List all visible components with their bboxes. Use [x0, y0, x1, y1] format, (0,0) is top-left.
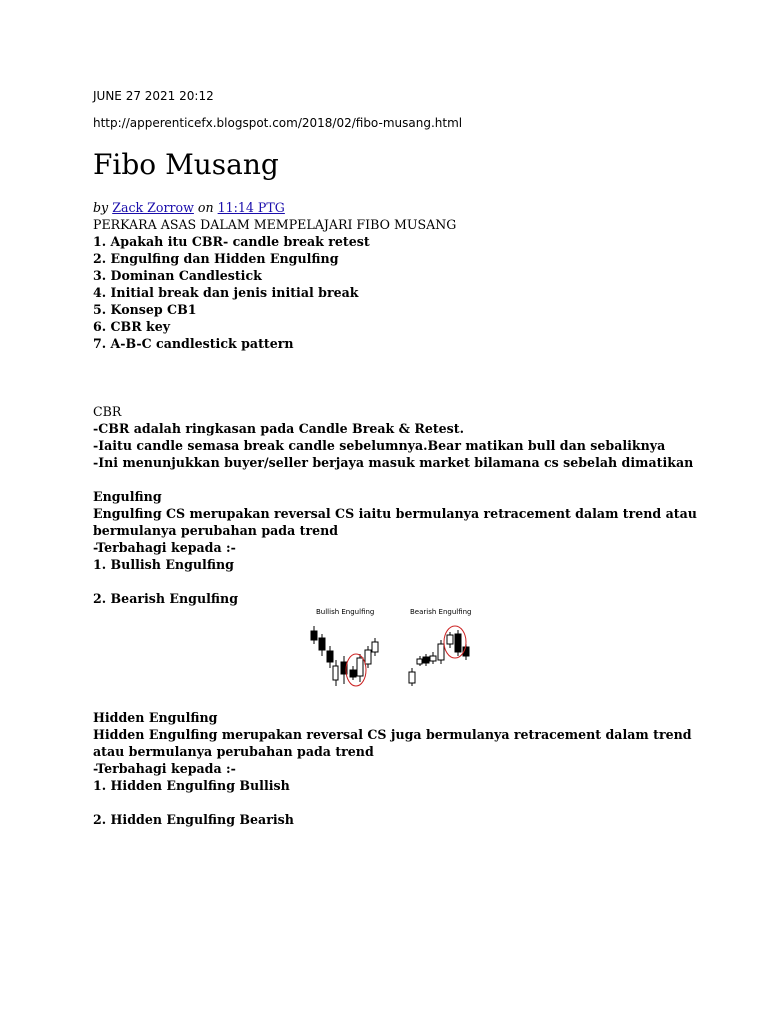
intro-item: 2. Engulfing dan Hidden Engulfing	[93, 251, 339, 266]
cbr-line: -CBR adalah ringkasan pada Candle Break & Retest.	[93, 421, 464, 436]
bullish-candles	[311, 626, 378, 686]
hidden-desc: Hidden Engulfing merupakan reversal CS juga bermulanya retracement dalam trend	[93, 727, 692, 742]
engulfing-sub: -Terbahagi kepada :-	[93, 540, 236, 555]
hidden-desc: atau bermulanya perubahan pada trend	[93, 744, 374, 759]
engulfing-item-bearish: 2. Bearish Engulfing	[93, 591, 239, 606]
intro-heading: PERKARA ASAS DALAM MEMPELAJARI FIBO MUSANG	[93, 217, 457, 232]
hidden-item-bearish: 2. Hidden Engulfing Bearish	[93, 812, 294, 827]
engulfing-pattern-figure	[300, 604, 480, 690]
engulfing-desc: Engulfing CS merupakan reversal CS iaitu bermulanya retracement dalam trend atau	[93, 506, 697, 521]
intro-item: 6. CBR key	[93, 319, 171, 334]
post-body	[93, 199, 697, 828]
author-link[interactable]: Zack Zorrow	[112, 200, 194, 215]
byline	[93, 199, 693, 216]
intro-item: 4. Initial break dan jenis initial break	[93, 285, 359, 300]
cbr-line: -Iaitu candle semasa break candle sebelumnya.Bear matikan bull dan sebaliknya	[93, 438, 666, 453]
hidden-item-bullish: 1. Hidden Engulfing Bullish	[93, 778, 290, 793]
print-date: JUNE 27 2021 20:12	[93, 89, 214, 103]
bearish-engulfing-label: Bearish Engulfing	[410, 608, 472, 616]
engulfing-heading: Engulfing	[93, 489, 162, 504]
bullish-engulfing-label: Bullish Engulfing	[316, 608, 375, 616]
cbr-line: -Ini menunjukkan buyer/seller berjaya masuk market bilamana cs sebelah dimatikan	[93, 455, 694, 470]
byline-by: by	[93, 200, 109, 215]
hidden-sub: -Terbahagi kepada :-	[93, 761, 236, 776]
intro-item: 1. Apakah itu CBR- candle break retest	[93, 234, 370, 249]
post-time-link[interactable]: 11:14 PTG	[217, 200, 285, 215]
source-url: http://apperenticefx.blogspot.com/2018/02/fibo-musang.html	[93, 116, 463, 130]
intro-item: 5. Konsep CB1	[93, 302, 197, 317]
bearish-candles	[409, 630, 469, 686]
post-title: Fibo Musang	[93, 148, 279, 181]
hidden-heading: Hidden Engulfing	[93, 710, 218, 725]
engulfing-item-bullish: 1. Bullish Engulfing	[93, 557, 234, 572]
intro-item: 3. Dominan Candlestick	[93, 268, 262, 283]
engulfing-desc: bermulanya perubahan pada trend	[93, 523, 339, 538]
intro-item: 7. A-B-C candlestick pattern	[93, 336, 294, 351]
byline-on: on	[197, 200, 214, 215]
cbr-heading: CBR	[93, 404, 122, 419]
